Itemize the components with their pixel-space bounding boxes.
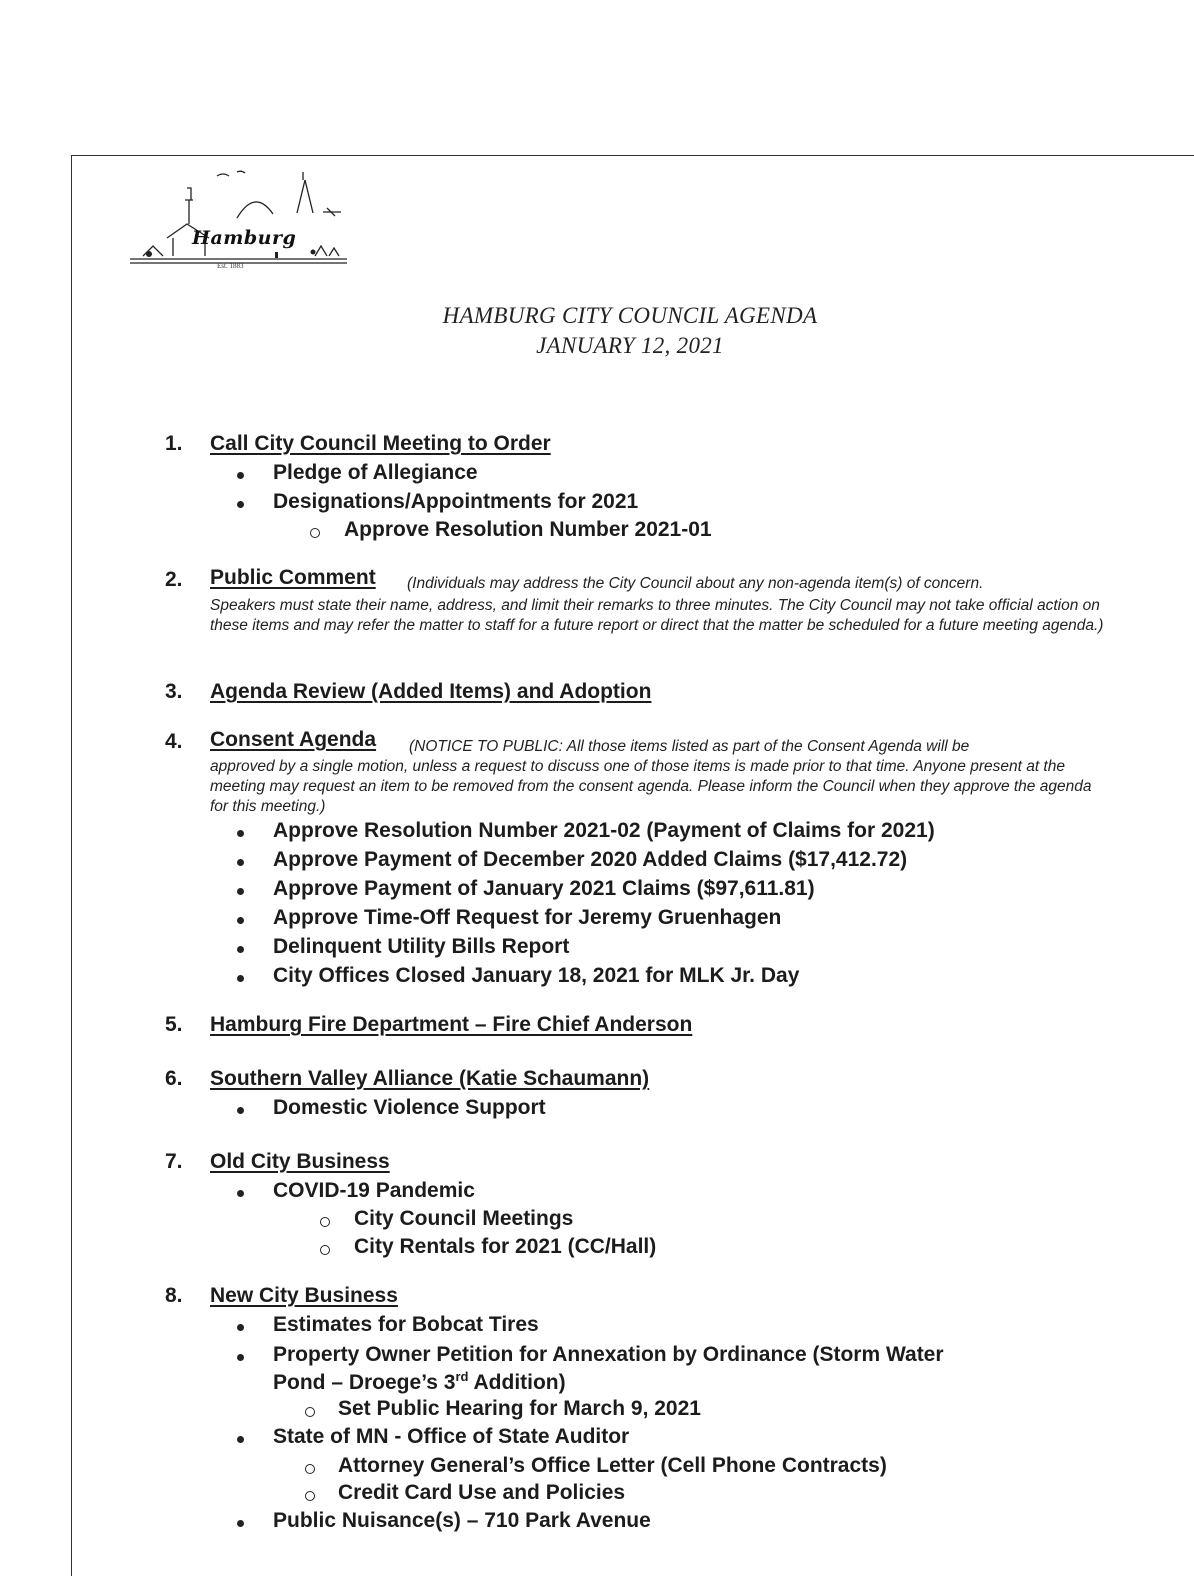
- sub-bullet-circle: [310, 528, 320, 538]
- bullet-item: Pledge of Allegiance: [273, 461, 478, 484]
- bullet-item: Approve Time-Off Request for Jeremy Gruenhagen: [273, 906, 782, 929]
- sub-bullet-circle: [305, 1491, 315, 1501]
- sub-bullet-circle: [305, 1407, 315, 1417]
- bullet-item: City Offices Closed January 18, 2021 for MLK Jr. Day: [273, 964, 800, 987]
- sub-bullet-circle: [320, 1245, 330, 1255]
- sub-bullet-circle: [320, 1217, 330, 1227]
- bullet-dot: [237, 975, 244, 982]
- bullet-item: COVID-19 Pandemic: [273, 1179, 475, 1202]
- bullet-item: State of MN - Office of State Auditor: [273, 1425, 630, 1448]
- bullet-item-continuation: Pond – Droege’s 3rd Addition): [273, 1369, 566, 1394]
- bullet-item: Approve Resolution Number 2021-02 (Payment of Claims for 2021): [273, 819, 935, 842]
- item-number: 2.: [165, 568, 183, 591]
- bullet-dot: [237, 1190, 244, 1197]
- bullet-item: Delinquent Utility Bills Report: [273, 935, 570, 958]
- bullet-dot: [237, 1436, 244, 1443]
- bullet-item: Designations/Appointments for 2021: [273, 490, 639, 513]
- item-heading: Old City Business: [210, 1150, 390, 1173]
- bullet-item: Approve Payment of December 2020 Added Claims ($17,412.72): [273, 848, 908, 871]
- item-heading: New City Business: [210, 1284, 398, 1307]
- item-number: 4.: [165, 730, 183, 753]
- item-heading: Hamburg Fire Department – Fire Chief Anderson: [210, 1013, 693, 1036]
- bullet-item: Domestic Violence Support: [273, 1096, 546, 1119]
- bullet-item: Public Nuisance(s) – 710 Park Avenue: [273, 1509, 651, 1532]
- bullet-dot: [237, 1354, 244, 1361]
- bullet-dot: [237, 830, 244, 837]
- agenda-date: JANUARY 12, 2021: [536, 333, 724, 358]
- bullet-dot: [237, 1107, 244, 1114]
- bullet-item: Property Owner Petition for Annexation by Ordinance (Storm Water: [273, 1343, 944, 1366]
- bullet-dot: [237, 917, 244, 924]
- item-note: Speakers must state their name, address, and limit their remarks to three minutes. The City Council may not take official action on these items and may refer the matter to staff for a future report or direct that the matter be scheduled for a future meeting agenda.): [210, 597, 1104, 634]
- item-number: 8.: [165, 1284, 183, 1307]
- bullet-dot: [237, 859, 244, 866]
- logo-established: Est. 1883: [217, 262, 244, 270]
- item-number: 7.: [165, 1150, 183, 1173]
- sub-bullet-item: Credit Card Use and Policies: [338, 1481, 626, 1504]
- item-heading: Consent Agenda: [210, 728, 377, 751]
- item-heading: Call City Council Meeting to Order: [210, 432, 551, 455]
- bullet-item: Estimates for Bobcat Tires: [273, 1313, 539, 1336]
- agenda-title: HAMBURG CITY COUNCIL AGENDA: [442, 303, 818, 328]
- bullet-dot: [237, 501, 244, 508]
- item-note: approved by a single motion, unless a request to discuss one of those items is made prior to that time. Anyone present at the meeting may request an item to be removed from the consent agenda. Please inform the Council when they approve the agenda for this meeting.): [210, 758, 1092, 815]
- hamburg-logo: [127, 168, 349, 274]
- item-heading: Southern Valley Alliance (Katie Schaumann): [210, 1067, 650, 1090]
- bullet-dot: [237, 946, 244, 953]
- bullet-dot: [237, 472, 244, 479]
- bullet-dot: [237, 1520, 244, 1527]
- item-heading: Agenda Review (Added Items) and Adoption: [210, 680, 652, 703]
- sub-bullet-item: City Council Meetings: [354, 1207, 574, 1230]
- item-note: (Individuals may address the City Council about any non-agenda item(s) of concern.: [407, 575, 984, 592]
- logo-wordmark: Hamburg: [192, 227, 297, 249]
- sub-bullet-item: City Rentals for 2021 (CC/Hall): [354, 1235, 657, 1258]
- item-number: 6.: [165, 1067, 183, 1090]
- item-number: 5.: [165, 1013, 183, 1036]
- bullet-dot: [237, 888, 244, 895]
- item-number: 3.: [165, 680, 183, 703]
- bullet-item: Approve Payment of January 2021 Claims ($97,611.81): [273, 877, 815, 900]
- item-number: 1.: [165, 432, 183, 455]
- bullet-dot: [237, 1324, 244, 1331]
- sub-bullet-circle: [305, 1464, 315, 1474]
- sub-bullet-item: Approve Resolution Number 2021-01: [344, 518, 712, 541]
- sub-bullet-item: Set Public Hearing for March 9, 2021: [338, 1397, 701, 1420]
- item-note: (NOTICE TO PUBLIC: All those items listed as part of the Consent Agenda will be: [409, 738, 970, 755]
- item-heading: Public Comment: [210, 566, 376, 589]
- sub-bullet-item: Attorney General’s Office Letter (Cell Phone Contracts): [338, 1454, 887, 1477]
